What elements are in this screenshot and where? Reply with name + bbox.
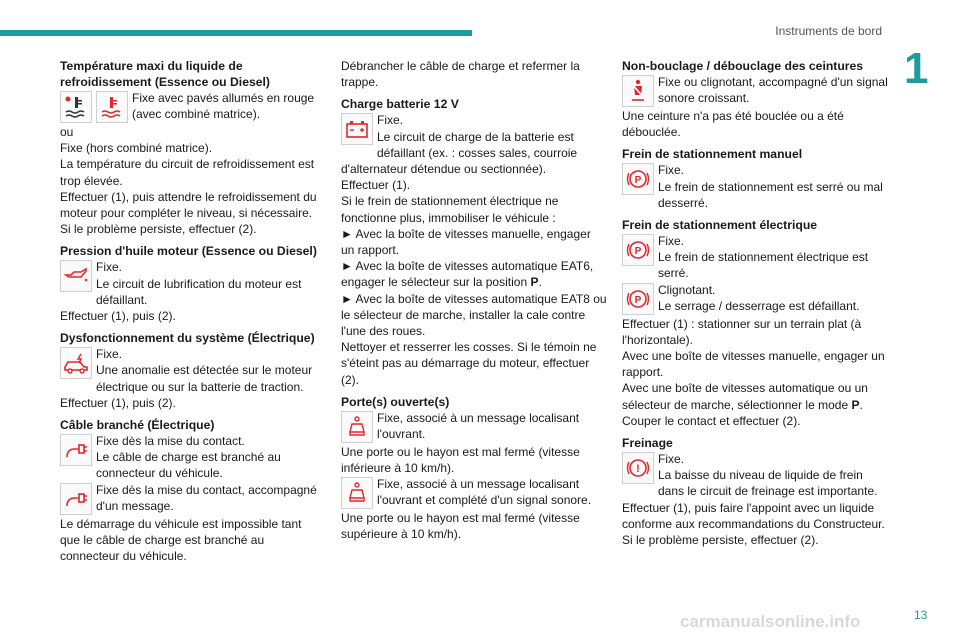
electric-parking-brake-icon — [622, 234, 654, 266]
coolant-text-2: ou — [60, 125, 74, 139]
epark-text-5: Effectuer (1) : stationner sur un terrain plat (à l'horizontale). — [622, 316, 862, 347]
svg-text:P: P — [634, 175, 642, 187]
door-heading: Porte(s) ouverte(s) — [341, 394, 450, 409]
battery-text-5: ► Avec la boîte de vitesses manuelle, engager un rapport. — [341, 226, 591, 258]
coolant-text-1: Fixe avec pavés allumés en rouge (avec combiné matrice). — [132, 91, 315, 122]
coolant-icons — [60, 91, 128, 123]
door-open-icon — [341, 411, 373, 443]
cable-text-1: Fixe dès la mise du contact. — [96, 434, 245, 449]
door-text-1: Fixe, associé à un message localisant l'ouvrant. — [377, 410, 580, 442]
cable-heading: Câble branché (Électrique) — [60, 418, 215, 433]
brake-text-3: Effectuer (1), puis faire l'appoint avec un liquide conforme aux recommandations du Constructeur. Si le problème persiste, effectuer (2). — [622, 500, 885, 548]
door-text-3: Fixe, associé à un message localisant l'ouvrant et complété d'un signal sonore. — [377, 477, 592, 508]
epark-text-6: Avec une boîte de vitesses manuelle, engager un rapport. — [622, 349, 885, 380]
coolant-text-5: Effectuer (1), puis attendre le refroidissement du moteur pour compléter le niveau, si nécessaire. — [60, 189, 317, 221]
epark-text-8: Couper le contact et effectuer (2). — [622, 413, 801, 428]
brake-text-2: La baisse du niveau de liquide de frein dans le circuit de freinage est importante. — [658, 468, 878, 499]
cable-text-2: Le câble de charge est branché au connecteur du véhicule. — [96, 450, 281, 481]
door-open-sound-icon — [341, 477, 373, 509]
battery-text-8: Nettoyer et resserrer les cosses. Si le témoin ne s'éteint pas au démarrage du moteur, effectuer (2). — [341, 340, 597, 387]
column-2 — [341, 58, 607, 543]
manual-park-heading: Frein de stationnement manuel — [622, 147, 803, 162]
coolant-temperature-red-icon — [96, 91, 128, 123]
system-text-3: Effectuer (1), puis (2). — [60, 395, 176, 410]
electric-park-heading: Frein de stationnement électrique — [622, 218, 818, 233]
page-number: 13 — [914, 608, 928, 622]
seatbelt-text-2: Une ceinture n'a pas été bouclée ou a été débouclée. — [622, 109, 844, 140]
coolant-text-6: Si le problème persiste, effectuer (2). — [60, 222, 257, 237]
epark-text-3: Clignotant. — [658, 282, 716, 297]
oil-text-1: Fixe. — [96, 260, 123, 275]
epark-text-2: Le frein de stationnement électrique est serré. — [658, 250, 869, 281]
oil-text-3: Effectuer (1), puis (2). — [60, 309, 176, 324]
seatbelt-text-1: Fixe ou clignotant, accompagné d'un signal sonore croissant. — [658, 75, 888, 106]
battery-text-7: ► Avec la boîte de vitesses automatique EAT8 ou le sélecteur de marche, installer la cale contre l'une des roues. — [341, 291, 607, 339]
epark-text-7: Avec une boîte de vitesses automatique ou un sélecteur de marche, sélectionner le mode P. — [622, 381, 868, 412]
coolant-text-4: La température du circuit de refroidissement est trop élevée. — [60, 157, 315, 188]
cable-text-3: Fixe dès la mise du contact, accompagné d'un message. — [96, 482, 317, 513]
battery-heading: Charge batterie 12 V — [341, 97, 459, 112]
svg-text:P: P — [634, 246, 642, 258]
watermark: carmanualsonline.info — [680, 612, 861, 631]
battery-text-2: Le circuit de charge de la batterie est défaillant (ex. : cosses sales, courroie d'alternateur détendue ou sectionnée). — [341, 129, 578, 177]
brake-text-1: Fixe. — [658, 452, 685, 467]
oil-pressure-icon — [60, 260, 92, 292]
parking-brake-icon — [622, 163, 654, 195]
svg-text:P: P — [634, 294, 642, 306]
seatbelt-heading: Non-bouclage / débouclage des ceintures — [622, 59, 864, 73]
epark-text-4: Le serrage / desserrage est défaillant. — [658, 298, 860, 313]
chapter-title: Instruments de bord — [775, 24, 882, 38]
door-text-4: Une porte ou le hayon est mal fermé (vitesse supérieure à 10 km/h). — [341, 511, 580, 542]
door-text-2: Une porte ou le hayon est mal fermé (vitesse inférieure à 10 km/h). — [341, 444, 580, 476]
electric-parking-brake-blink-icon — [622, 283, 654, 315]
oil-text-2: Le circuit de lubrification du moteur est défaillant. — [96, 276, 302, 307]
svg-text:!: ! — [636, 463, 640, 476]
charging-cable-message-icon — [60, 483, 92, 515]
coolant-text-3: Fixe (hors combiné matrice). — [60, 141, 213, 156]
braking-heading: Freinage — [622, 436, 673, 451]
col2-intro-text: Débrancher le câble de charge et refermer la trappe. — [341, 59, 580, 90]
oil-pressure-heading: Pression d'huile moteur (Essence ou Diesel) — [60, 244, 317, 259]
column-1 — [60, 58, 324, 564]
system-fault-heading: Dysfonctionnement du système (Électrique) — [60, 331, 315, 346]
epark-text-1: Fixe. — [658, 234, 685, 249]
battery-icon — [341, 113, 373, 145]
battery-text-1: Fixe. — [377, 113, 404, 128]
system-text-2: Une anomalie est détectée sur le moteur électrique ou sur la batterie de traction. — [96, 363, 313, 394]
brake-warning-icon — [622, 452, 654, 484]
header-accent-bar — [0, 30, 472, 36]
seatbelt-icon — [622, 75, 654, 107]
park-text-1: Fixe. — [658, 163, 685, 178]
coolant-temperature-icon — [60, 91, 92, 123]
coolant-temp-heading: Température maxi du liquide de refroidissement (Essence ou Diesel) — [60, 59, 270, 89]
battery-text-3: Effectuer (1). — [341, 178, 411, 193]
chapter-number: 1 — [904, 44, 929, 93]
column-3 — [622, 58, 888, 548]
battery-text-4: Si le frein de stationnement électrique ne fonctionne plus, immobiliser le véhicule : — [341, 194, 559, 225]
cable-text-4: Le démarrage du véhicule est impossible tant que le câble de charge est branché au connecteur du véhicule. — [60, 516, 302, 564]
charging-cable-icon — [60, 434, 92, 466]
system-text-1: Fixe. — [96, 347, 123, 362]
electric-system-fault-icon — [60, 347, 92, 379]
battery-text-6: ► Avec la boîte de vitesses automatique EAT6, engager le sélecteur sur la position P. — [341, 259, 594, 290]
park-text-2: Le frein de stationnement est serré ou mal desserré. — [658, 179, 883, 210]
